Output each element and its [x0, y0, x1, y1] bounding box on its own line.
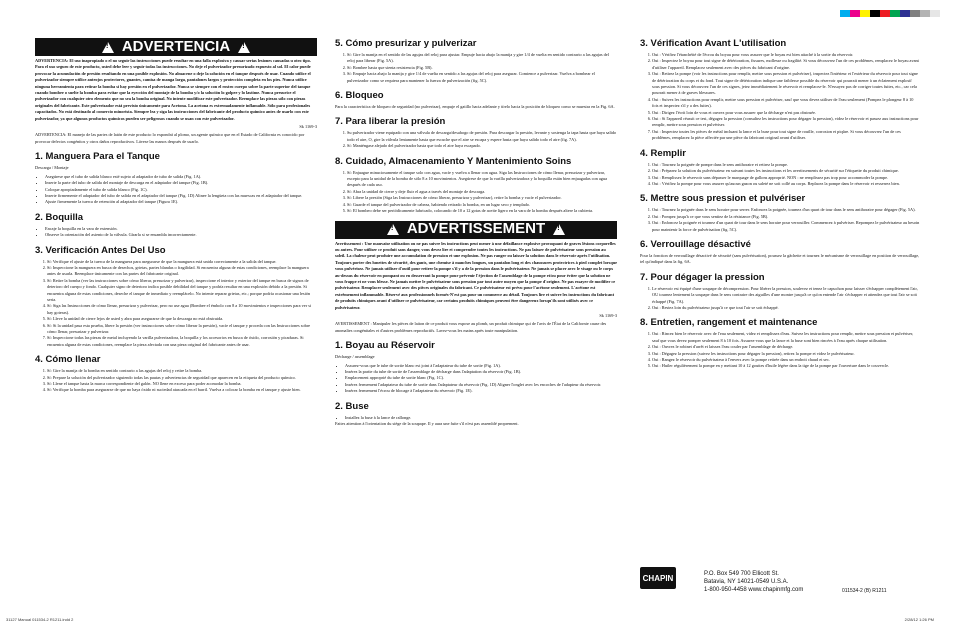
section-text: Pour la fonction de verrouillage désactivé de sécurité (sans pulvérisation), poussez la gâchette et tournez le mécanisme de verrouillage en position de verrouillage, tel qu'indiqué dans la fig. 6A. [640, 252, 920, 265]
list-item: 1. Le réservoir est équipé d'une soupape de décompression. Pour libérer la pression, soulevez et tenez le capuchon pour laisser s'échapper complètement l'air, OU tournez lentement la soupape dans le sens contraire des aiguilles d'une montre jusqu'à ce qu'on entende l'air s'échapper et attendez que tout l'air se soit échappé (Fig. 7A). [652, 286, 920, 305]
section-note: Faites attention à l'orientation du siège de la soupape. Il y aura une fuite s'il n'est pas assemblé proprement. [335, 421, 519, 427]
list [640, 207, 920, 233]
section-text: Para la característica de bloqueo de seguridad (no pulverizar), empuje el gatillo hacia adelante y tírelo hacia la posición de bloqueo como se muestra en la Fig. 6A. [335, 104, 615, 110]
list-item: 1. Sí: Gire la manija de la bomba en sentido contrario a las agujas del reloj y retire la bomba. [47, 368, 317, 374]
list-item: 4. Sí: Siga las Instrucciones de cómo llenar, presurizar y pulverizar, pero no use agua (Bombee el émbolo con 8 a 10 movimientos e inspecciones para ver si hay goteras). [47, 303, 317, 316]
registration-swatch [900, 10, 910, 17]
section-title: 1. Boyau au Réservoir [335, 340, 435, 352]
list-item: 1. Oui : Vérifiez l'étanchéité de l'écrou du boyau pour vous assurer que le boyau est bien attaché à la sortie du réservoir. [652, 52, 920, 58]
list-item: • Observe la orientación del asiento de la válvula. Gírarla si se ensambla incorrectamente. [45, 232, 317, 238]
section-title: 6. Verrouillage désactivé [640, 238, 751, 250]
list-item: 2. Sí: Manténgase alejado del pulverizador hasta que todo el aire haya escapado. [347, 143, 617, 149]
list [335, 170, 617, 215]
list-item: 5. Sí: El bombeo debe ser periódicamente lubricado, colocando de 10 a 12 gotas de aceite ligero en la vara de la bomba después altere la cubierta. [347, 208, 617, 214]
list-item: 6. Sí: Si la unidad pasa esta prueba, libere la presión (ver instrucciones sobre cómo liberar la presión), vacíe el tanque y proceda con las Instrucciones sobre cómo llenar, presurizar y pulverizar. [47, 323, 317, 336]
list-item: 4. Sí: Verifique la bomba para asegurarse de que no haya óxido ni suciedad atascada en el barril. Vuelva a colocar la bomba en el tanque y ajuste bien. [47, 387, 317, 393]
list [335, 52, 617, 84]
list-item: • Insérez fermement l'écrou de blocage à l'adaptateur du réservoir (Fig. 1E). [345, 388, 617, 394]
warning-text-fr: Avertissement : Une mauvaise utilisation ou ne pas suivre les instructions peut mener à une défaillance explosive provoquant de graves lésions corporelles ou autres. Pour utiliser ce produit sans danger, vous devez lire et comprendre toutes les instructions. Ne pas laisser de pulvérisateur sous pression au soleil. La chaleur peut produire une accumulation de pression et une explosion. Ne pas ranger ou laisser la solution dans le réservoir après l'utilisation. Toujours porter des lunettes de sécurité, des gants, une chemise à manches longues, un pantalon long et des chaussures protectrices à pied complet lorsque vous pulvérisez. Ne jamais utiliser d'outil pour retirer la pompe s'il y a de la pression dans le pulvérisateur. Ne jamais se placer avec le visage ou le corps au-dessus du réservoir en pompant ou en desserrant la pompe pour prévenir l'éjection de l'assemblage de la pompe et/ou pour éviter que la solution ne vous frappe et ne vous blesse. Ne jamais mettre le pulvérisateur sous pression par tout autre moyen que la pompe d'origine. Ne pas essayer de modifier ce pulvérisateur. Remplacer seulement avec des pièces originales du fabricant. Ce pulvérisateur est prévu pour l'acétone seulement. L'acétone est extrêmement inflammable. Réservé aux professionnels formés-N'est pas pour un commerce au détail. Toujours lire et suivre les instructions du fabricant de produits chimiques avant d'utiliser ce pulvérisateur, car certains produits chimiques peuvent être dangereux lorsqu'ils sont utilisés avec ce pulvérisateur. [335, 240, 618, 310]
list-item: 1. Sí: Enjuague minuciosamente el tanque solo con agua, vacíe y vuelva a llenar con agua. Siga las Instrucciones de cómo llenar, presurizar y pulverizar, excepto para la unidad de la bomba de sólo 8 a 10 movimientos. Asegúrese de que la varilla pulverizadora y la boquilla están bien enjuagadas con agua después de cada uso. [347, 170, 617, 189]
list-item: 3. Oui : Dégagez la pression (suivez les instructions pour dégager la pression), retirez la pompe et videz le pulvérisateur. [652, 351, 920, 357]
list-item: 1. Sí: Gire la manija en el sentido de las agujas del reloj para ajustar. Empuje hacia abajo la manija y gire 1/4 de vuelta en sentido contrario a las agujas del reloj para liberar (Fig. 5A). [347, 52, 617, 65]
section-title: 4. Cómo llenar [35, 354, 101, 366]
registration-swatch [920, 10, 930, 17]
section-title: 2. Boquilla [35, 211, 84, 223]
list-item: 2. Sí: Bombee hasta que sienta resistencia (Fig. 5B). [347, 65, 617, 71]
list [35, 226, 317, 239]
list-item: • Installez la buse à la lance de rallonge. [345, 415, 617, 421]
section-title: 8. Entretien, rangement et maintenance [640, 317, 818, 329]
phone-web: 1-800-950-4458 www.chapinmfg.com [704, 587, 804, 593]
registration-swatch [910, 10, 920, 17]
address-line: P.O. Box 549 700 Ellicott St. [704, 571, 779, 577]
list [640, 162, 920, 188]
section-title: 4. Remplir [640, 147, 686, 159]
chapin-logo: CHAPIN [640, 567, 676, 589]
list-item: 3. Oui : Remplissez le réservoir sans dépasser le marquage de gallons approprié. NON : ne remplissez pas trop pour accommoder la pompe. [652, 175, 920, 181]
list-item: • Encaje la boquilla en la vara de extensión. [45, 226, 317, 232]
section-title: 1. Manguera Para el Tanque [35, 151, 160, 163]
warning-text-es: ADVERTENCIA: El uso inapropiado o el no seguir las instrucciones puede resultar en una falla explosiva y causar serias lesiones causadas u otro tipo. Para el uso seguro de este producto, usted debe leer y seguir todas las instrucciones. No deje el pulverizador presurizado expuesto al sol. El calor puede provocar la acumulación de presión resultando en una posible explosión. No almacene o deje la solución en el tanque después de usar. Cuando utilice el pulverizador siempre utilice anteojos protectores, guantes, camisa de manga larga, pantalones largos y protección completa en los pies. Nunca utilice ninguna herramienta para retirar la bomba si hay presión en el pulverizador. Nunca se siempre con el rostro cuerpo sobre la parte superior del tanque cuando bombee o suelte la bomba para evitar que la eyección del montaje de la bomba y/o la solución lo golpee y lo lastime. Nunca presurice el pulverizador con cualquier otro elemento que no sea la bomba original. No intente modificar este pulverizador. Reemplace las piezas sólo con piezas originales del fabricante. Este pulverizador está previsto únicamente para Acetona. La acetona es extremadamente inflamable. Sólo para profesionales capacitados. No está destinado al comercio minorista. Siempre lea y siga las instrucciones del fabricante del producto químico antes de usarlo con este pulverizador, ya que algunos productos químicos pueden ser peligrosos cuando se usan con este pulverizador. [35, 58, 311, 121]
warning-title-fr: ADVERTISSEMENT [406, 220, 546, 238]
list [335, 130, 617, 149]
warning-header-fr [335, 221, 617, 239]
list-item: • Emplacement approprié du tube de sortie blanc (Fig. 1C). [345, 375, 617, 381]
warning-triangle-icon [238, 42, 250, 53]
list-item: 5. Sí: Lleve la unidad de cierre lejos de usted y abra para asegurarse de que la descarga no está obstruida. [47, 316, 317, 322]
list-item: 3. Sí: Libere la presión (Siga las Instrucciones de cómo liberar, presurizar y pulverizar), retire la bomba y vacíe el pulverizador. [347, 195, 617, 201]
warning-triangle-icon [102, 42, 114, 53]
company-address [704, 570, 803, 594]
column-spanish-1 [35, 38, 317, 394]
list-item: 2. Sí: Inspeccione la manguera en busca de desechos, grietas, partes blandas o fragilidad. Si encuentra alguna de estas condiciones, reemplace la manguera antes de usarla. Reemplace únicamente con las partes del fabricante original. [47, 265, 317, 278]
list-item: 2. Sí: Abra la unidad de cierre y deje fluir el agua a través del montaje de descarga. [347, 189, 617, 195]
list-item: 2. Oui : Préparez la solution du pulvérisateur en suivant toutes les instructions et les avertissements de sécurité sur l'étiquette du produit chimique. [652, 168, 920, 174]
section-intro: Décharge / assemblage [335, 354, 375, 360]
part-number: 011534-2 (B) R1211 [842, 588, 887, 594]
list-item: 3. Oui : Retirez la pompe (voir les instructions pour remplir, mettre sous pression et pulvériser), inspectez l'intérieur et l'extérieur du réservoir pour tout signe de détérioration du corps et du fond. Tout signe de détérioration indique une faiblesse possible du réservoir qui pourrait mener à un éclatement explosif sous pression. Si vous découvrez l'un de ces signes, jetez immédiatement le réservoir et remplacez-le. N'essayez pas de corriger toutes fuites, etc., car cela pourrait mener à de graves blessures. [652, 71, 920, 97]
warning-ref-es: Sk 1169-3 [299, 124, 317, 130]
section-title: 7. Pour dégager la pression [640, 271, 765, 283]
registration-swatch [850, 10, 860, 17]
list-item: 7. Oui : Inspectez toutes les pièces de métal incluant la lance et la buse pour tout signe de rouille, corrosion et piqûre. Si vous découvrez l'un de ces problèmes, remplacez la pièce affectée par une pièce du fabricant original avant d'utiliser. [652, 129, 920, 142]
list [35, 259, 317, 349]
list-item: 4. Oui : Vérifiez la pompe pour vous assurer qu'aucun gazon ou saleté ne soit collé au corps. Replacez la pompe dans le réservoir et resserrez bien. [652, 181, 920, 187]
warning-ref-fr: Sk 1169-3 [599, 312, 617, 318]
list-item: 3. Sí: Llene el tanque hasta la marca correspondiente del galón. NO llene en exceso para poder acomodar la bomba. [47, 381, 317, 387]
list-item: 6. Oui : Si l'appareil réussit ce test, dégagez la pression (consultez les instructions pour dégager la pression), videz le réservoir et passez aux instructions pour remplir, mettre sous pression et pulvériser. [652, 116, 920, 129]
list-item: 1. Oui : Tournez la poignée de pompe dans le sens antihoraire et retirez la pompe. [652, 162, 920, 168]
list-item: 1. Sí: Verifique el ajuste de la tuerca de la manguera para asegurarse de que la manguera está unida correctamente a la salida del tanque. [47, 259, 317, 265]
warning-triangle-icon [553, 224, 565, 235]
section-title: 2. Buse [335, 400, 369, 412]
list [640, 52, 920, 142]
list-item: • Coloque apropiadamente el tubo de salida blanco (Fig. 1C). [45, 187, 317, 193]
section-title: 7. Para liberar la presión [335, 116, 446, 128]
list-item: 2. Oui : Ouvrez le robinet d'arrêt et laissez l'eau couler par l'assemblage de décharge. [652, 344, 920, 350]
section-title: 3. Vérification Avant L'utilisation [640, 38, 787, 49]
registration-swatch [890, 10, 900, 17]
list-item: 1. Oui : Rincez bien le réservoir avec de l'eau seulement, videz et remplissez d'eau. Suivez les instructions pour remplir, mettre sous pression et pulvériser, sauf que vous devez pomper seulement 8 à 10 fois. Assurez-vous que la lance et la buse sont bien rincées à l'eau après chaque utilisation. [652, 331, 920, 344]
registration-swatch [870, 10, 880, 17]
section-title: 5. Cómo presurizar y pulverizar [335, 38, 477, 49]
section-intro: Descarga / Montaje [35, 165, 69, 171]
warning-header-es [35, 38, 317, 56]
warning-triangle-icon [387, 224, 399, 235]
registration-marks [840, 4, 940, 11]
list-item: 3. Oui : Enfoncez la poignée et tournez d'un quart de tour dans le sens horaire pour verrouiller. Commencez à pulvériser. Repompez le pulvérisateur au besoin pour maintenir la force de pulvérisation (fig. 5C). [652, 220, 920, 233]
list-item: 7. Sí: Inspeccione todas las piezas de metal incluyendo la varilla pulverizadora, la boquilla y los accesorios en busca de óxido, corrosión y picaduras. Si encuentra alguna de estas condiciones, reemplace la pieza afectada con una pieza original del fabricante antes de usar. [47, 335, 317, 348]
registration-swatch [860, 10, 870, 17]
list-item: • Insérez la partie du tube de sortie de l'assemblage de décharge dans l'adaptation du réservoir (Fig. 1B). [345, 369, 617, 375]
list-item: 2. Oui : Restez loin du pulvérisateur jusqu'à ce que tout l'air se soit échappé. [652, 305, 920, 311]
column-french-3 [640, 38, 920, 370]
list [335, 363, 617, 395]
lead-warning-fr: AVERTISSEMENT : Manipuler les pièces de laiton de ce produit vous expose au plomb, un produit chimique qui de l'avis de l'État de la Californie cause des anomalies congénitales et d'autres problèmes reproductifs. Lavez-vous les mains après toute manipulation. [335, 321, 607, 333]
list-item: 2. Oui : Inspectez le boyau pour tout signe de détérioration, fissures, mollesse ou fragilité. Si vous découvrez l'un de ces problèmes, remplacez le boyau avant d'utiliser l'appareil. Remplacez seulement avec des pièces du fabricant d'origine. [652, 58, 920, 71]
lead-warning-es: ADVERTENCIA: El manejo de las partes de latón de este producto lo expondrá al plomo, un agente químico que en el Estado de California es conocido por provocar defectos congénitos y otros daños reproductivos. Lávese las manos después de usarlo. [35, 132, 305, 144]
list-item: 5. Oui : Huiler régulièrement la pompe en y mettant 10 à 12 gouttes d'huile légère dans la tige de la pompe par l'ouverture dans le couvercle. [652, 363, 920, 369]
registration-swatch [930, 10, 940, 17]
warning-title-es: ADVERTENCIA [121, 37, 231, 55]
list-item: 3. Sí: Retire la bomba (ver las instrucciones sobre cómo liberar, presurizar y pulverizar), inspeccione el interior y exterior del tanque en busca de signos de deterioro del cuerpo y fondo. Cualquier signo de deterioro indica posible debilidad del tanque y podría resultar en una explosión debido a la presión. Si encuentra alguna de estas condiciones, deseche el tanque de inmediato y reemplácelo. No intente reparar grietas, etc.; porque podría ocasionar una lesión seria. [47, 278, 317, 304]
column-mixed-2 [335, 38, 617, 429]
list-item: 1. Oui : Tournez la poignée dans le sens horaire pour serrer. Enfoncez la poignée, tournez d'un quart de tour dans le sens antihoraire pour dégager (Fig. 5A). [652, 207, 920, 213]
list [35, 368, 317, 394]
registration-swatch [880, 10, 890, 17]
list-item: • Ajuste firmemente la tuerca de retención al adaptador del tanque (Figura 1E). [45, 199, 317, 205]
registration-swatch [840, 10, 850, 17]
section-title: 8. Cuidado, Almacenamiento Y Mantenimiento Soins [335, 155, 572, 167]
list-item: 2. Oui : Pompez jusqu'à ce que vous sentiez de la résistance (Fig. 5B). [652, 214, 920, 220]
section-title: 6. Bloqueo [335, 90, 384, 102]
list-item: 4. Sí: Guarde el tanque del pulverizador de cabeza, habiendo retirado la bomba, en un lugar seco y templado. [347, 202, 617, 208]
list-item: 4. Oui : Suivez les instructions pour remplir, mettre sous pression et pulvériser, sauf que vous devez utiliser de l'eau seulement (Pompez le plongeur 8 à 10 fois et inspectez s'il y a des fuites). [652, 97, 920, 110]
section-title: 3. Verificación Antes Del Uso [35, 244, 166, 256]
list-item: • Inserte firmemente el adaptador del tubo de salida en el adaptador del tanque (Fig. 1D) Alinee la lengüeta con las muescas en el adaptador del tanque. [45, 193, 317, 199]
footer-date: 2/28/12 1:26 PM [904, 617, 934, 622]
list [640, 331, 920, 369]
list-item: 3. Sí: Empuje hacia abajo la manija y gire 1/4 de vuelta en sentido a las agujas del reloj para asegurar. Comience a pulverizar. Vuelva a bombear el pulverizador como se requiera para mantener la fuerza de pulverización (fig. 5C). [347, 71, 617, 84]
list-item: 4. Oui : Rangez le réservoir du pulvérisateur à l'envers avec la pompe retirée dans un endroit chaud et sec. [652, 357, 920, 363]
section-title: 5. Mettre sous pression et pulvériser [640, 193, 806, 205]
list-item: • Insérez fermement l'adaptateur du tube de sortie dans l'adaptateur du réservoir (Fig. 1D) Aligner l'onglet avec les encoches de l'adapteur du réservoir. [345, 382, 617, 388]
list-item: 2. Sí: Prepare la solución del pulverizador siguiendo todas las pautas y advertencias de seguridad que aparecen en la etiqueta del producto químico. [47, 375, 317, 381]
list-item: • Assurez-vous que le tube de sortie blanc est joint à l'adaptateur du tube de sortie (Fig. 1A). [345, 363, 617, 369]
list-item: 5. Oui : Dirigez l'écrit loin de vous et ouvrez pour vous assurer que la décharge n'est pas obstruée. [652, 110, 920, 116]
footer-file: 31127 Manual 011534-2 R1211.indd 2 [6, 617, 74, 622]
list-item: • Asegúrese que el tubo de salida blanco esté sujeto al adaptador de tubo de salida (Fig. 1A). [45, 174, 317, 180]
list [35, 174, 317, 206]
address-line: Batavia, NY 14021-0549 U.S.A. [704, 579, 789, 585]
list-item: 1. Su pulverizador viene equipado con una válvula de descarga/desahogo de presión. Para descargar la presión, levante y sostenga la tapa hasta que haya salido todo el aire, O, gire la válvula lentamente hasta que escuche que el aire se escapa y espere hasta que haya salido todo el aire (fig. 7A). [347, 130, 617, 143]
list-item: • Inserte la parte del tubo de salida del montaje de descarga en el adaptador del tanque (Fig. 1B). [45, 180, 317, 186]
list [640, 286, 920, 312]
